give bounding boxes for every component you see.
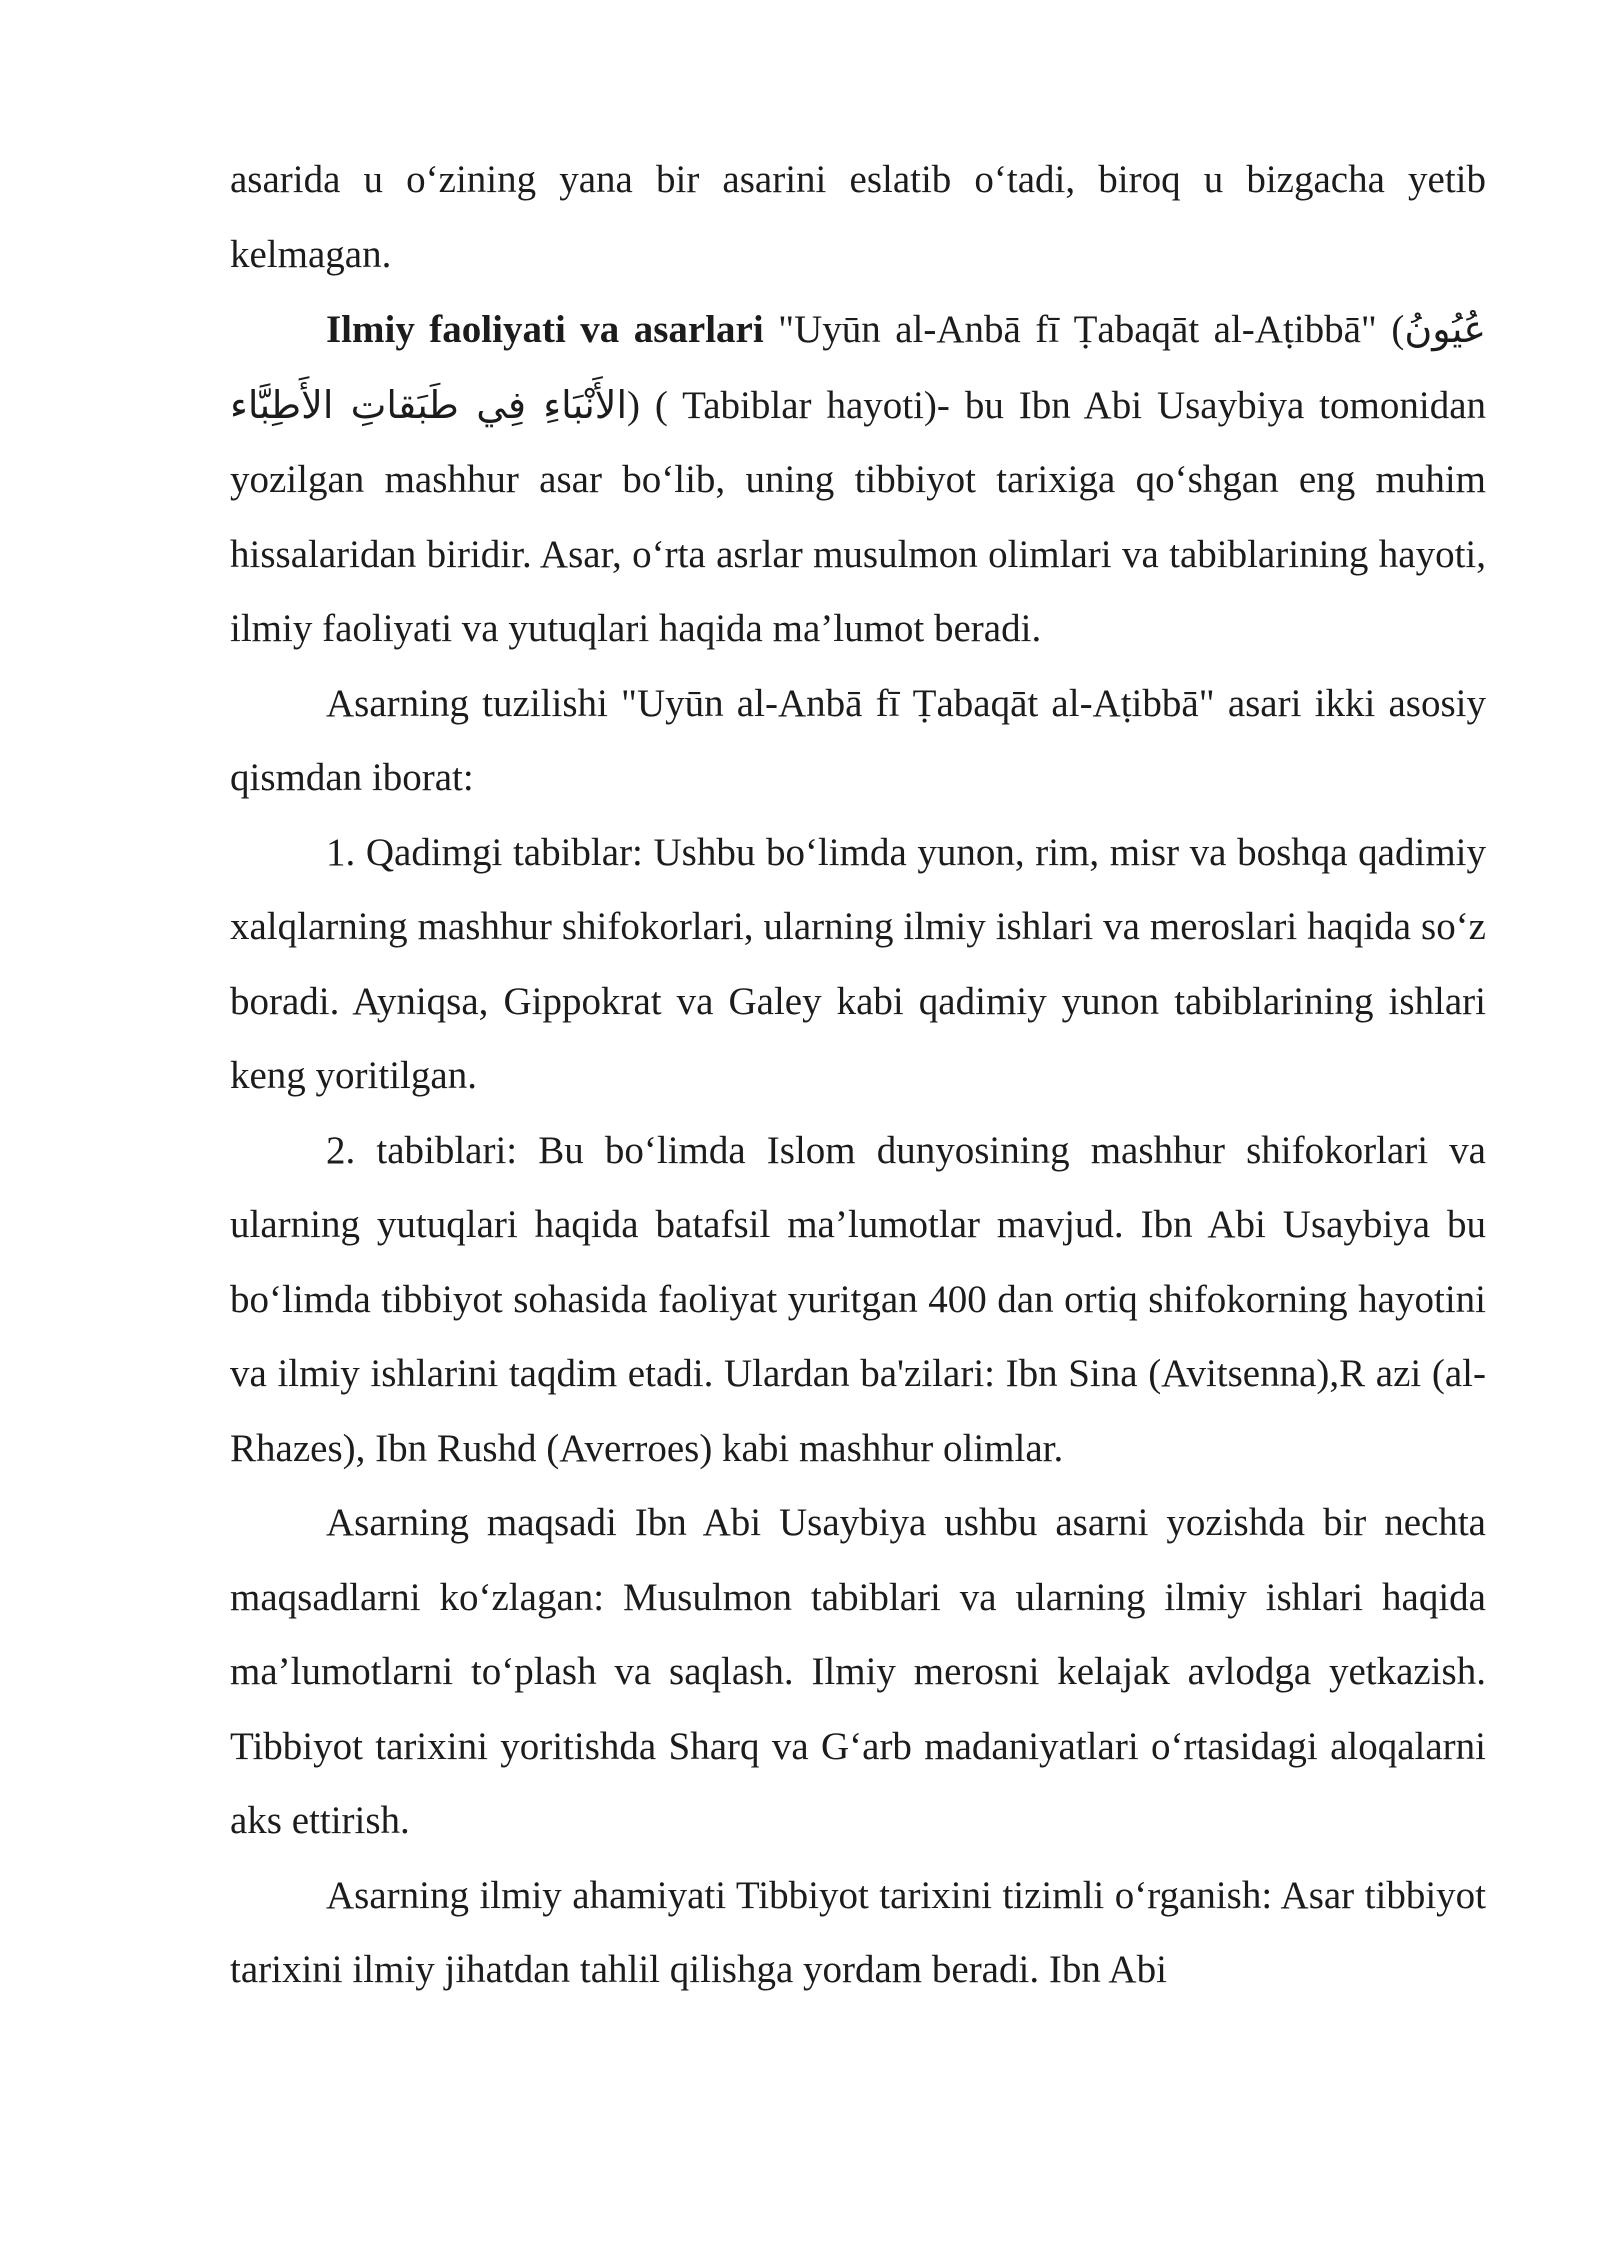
paragraph-body-text: ) ( Tabiblar hayoti)- bu Ibn Abi Usaybiya tomonidan yozilgan mashhur asar bo‘lib, uning tibbiyot tarixiga qo‘shgan eng muhim hissalaridan biridir. Asar, o‘rta asrlar musulmon olimlari va tabiblarining hayoti, ilmiy faoliyati va yutuqlari haqida ma’lumot beradi. [230, 383, 1487, 650]
work-title-arabic: عُيُونُ الأَنْبَاءِ فِي طَبَقاتِ الأَطِبَّاء [230, 307, 1486, 427]
work-title-transliteration: "Uyūn al-Anbā fī Ṭabaqāt al-Aṭibbā" ( [763, 308, 1405, 351]
paragraph-purpose: Asarning maqsadi Ibn Abi Usaybiya ushbu asarni yozishda bir nechta maqsadlarni ko‘zlagan: Musulmon tabiblari va ularning ilmiy ishlari haqida ma’lumotlarni to‘plash va saqlash. Ilmiy merosni kelajak avlodga yetkazish. Tibbiyot tarixini yoritishda Sharq va G‘arb madaniyatlari o‘rtasidagi aloqalarni aks ettirish. [230, 1501, 1486, 1842]
section-heading: Ilmiy faoliyati va asarlari [326, 308, 764, 351]
paragraph-continuation: asarida u o‘zining yana bir asarini eslatib o‘tadi, biroq u bizgacha yetib kelmagan. [230, 158, 1486, 276]
paragraph-scientific-activity [230, 292, 1486, 667]
paragraph-ancient-physicians: 1. Qadimgi tabiblar: Ushbu bo‘limda yunon, rim, misr va boshqa qadimiy xalqlarning mashhur shifokorlari, ularning ilmiy ishlari va meroslari haqida so‘z boradi. Ayniqsa, Gippokrat va Galey kabi qadimiy yunon tabiblarining ishlari keng yoritilgan. [230, 830, 1486, 1097]
paragraph-islamic-physicians: 2. tabiblari: Bu bo‘limda Islom dunyosining mashhur shifokorlari va ularning yutuqlari haqida batafsil ma’lumotlar mavjud. Ibn Abi Usaybiya bu bo‘limda tibbiyot sohasida faoliyat yuritgan 400 dan ortiq shifokorning hayotini va ilmiy ishlarini taqdim etadi. Ulardan ba'zilari: Ibn Sina (Avitsenna),R azi (al-Rhazes), Ibn Rushd (Averroes) kabi mashhur olimlar. [230, 1128, 1486, 1470]
paragraph-structure: Asarning tuzilishi "Uyūn al-Anbā fī Ṭabaqāt al-Aṭibbā" asari ikki asosiy qismdan iborat: [230, 681, 1486, 799]
paragraph-significance: Asarning ilmiy ahamiyati Tibbiyot tarixini tizimli o‘rganish: Asar tibbiyot tarixini ilmiy jihatdan tahlil qilishga yordam beradi. Ibn Abi [230, 1873, 1486, 1991]
document-page [230, 143, 1486, 2008]
